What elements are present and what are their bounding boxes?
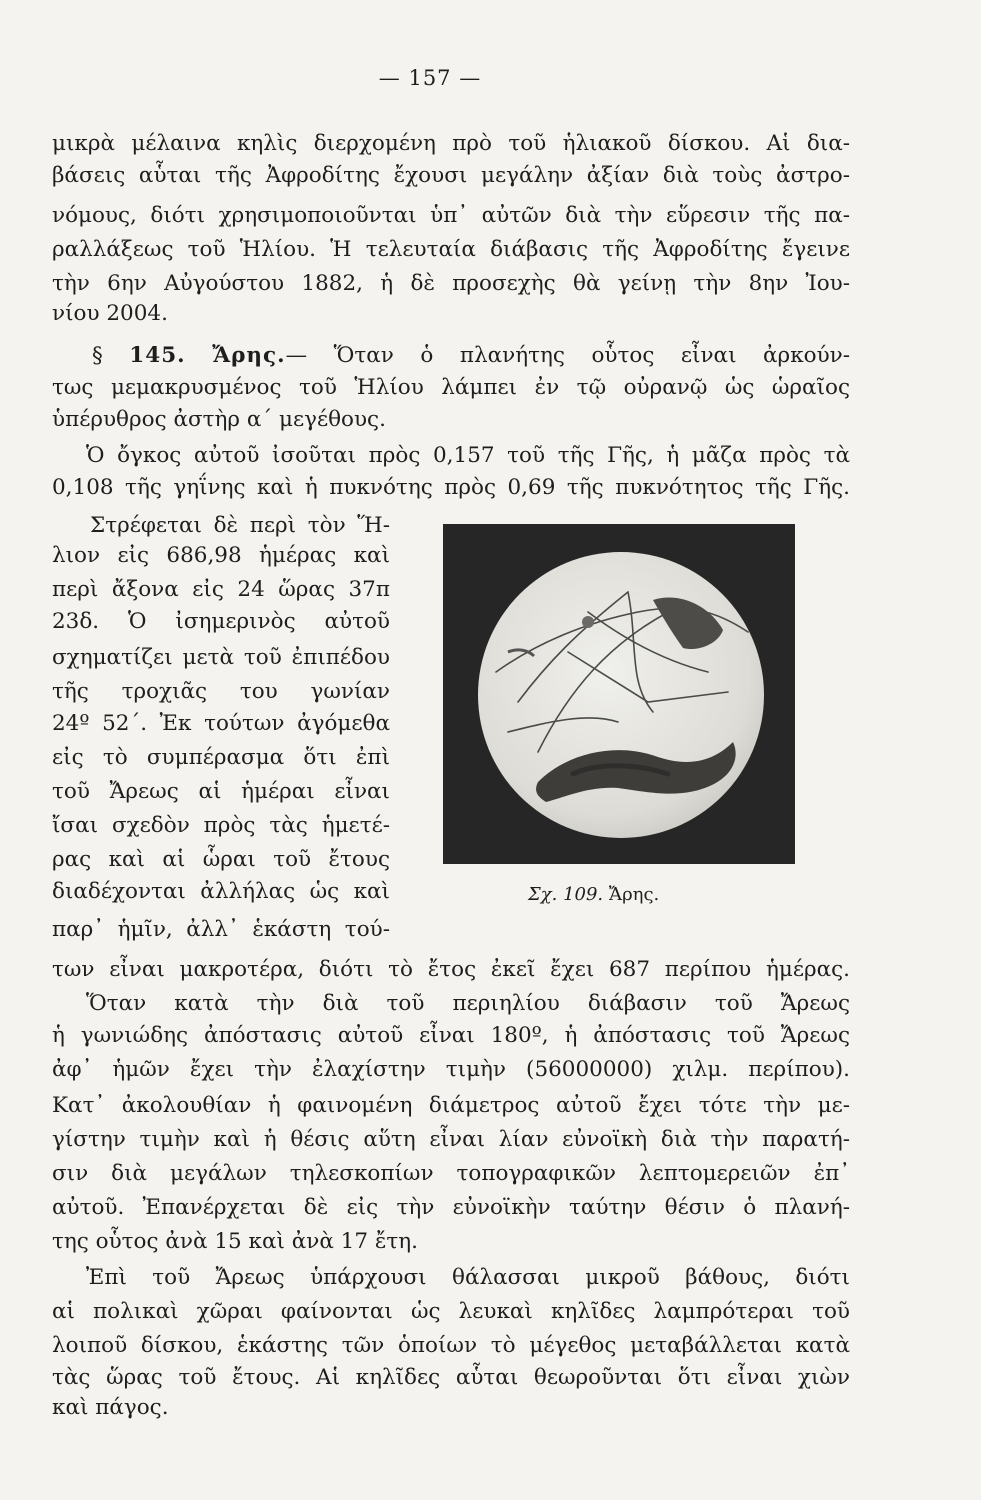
text-line: αὐτοῦ. Ἐπανέρχεται δὲ εἰς τὴν εὐνοϊκὴν ταύτην θέσιν ὁ πλανή-: [52, 1195, 850, 1220]
text-line: 0,108 τῆς γηΐνης καὶ ἡ πυκνότης πρὸς 0,69 τῆς πυκνότητος τῆς Γῆς.: [52, 475, 850, 500]
text-line: τὴν 6ην Αὐγούστου 1882, ἡ δὲ προσεχὴς θὰ γείνῃ τὴν 8ην Ἰου-: [52, 271, 850, 296]
text-line: σχηματίζει μετὰ τοῦ ἐπιπέδου: [52, 645, 390, 670]
figure-name: Ἄρης.: [608, 884, 660, 905]
text-line: τοῦ Ἄρεως αἱ ἡμέραι εἶναι: [52, 779, 390, 804]
section-mark: §: [92, 343, 103, 368]
text-line: αἱ πολικαὶ χῶραι φαίνονται ὡς λευκαὶ κηλῖδες λαμπρότεραι τοῦ: [52, 1299, 850, 1324]
text-line: Ἐπὶ τοῦ Ἄρεως ὑπάρχουσι θάλασσαι μικροῦ βάθους, διότι: [86, 1265, 850, 1290]
figure-caption: [528, 884, 659, 905]
text-line: τως μεμακρυσμένος τοῦ Ἡλίου λάμπει ἐν τῷ οὐρανῷ ὡς ὡραῖος: [52, 375, 850, 400]
text-line: καὶ πάγος.: [52, 1395, 169, 1420]
text-line: ἴσαι σχεδὸν πρὸς τὰς ἡμετέ-: [52, 813, 390, 838]
text-line: των εἶναι μακροτέρα, διότι τὸ ἔτος ἐκεῖ ἔχει 687 περίπου ἡμέρας.: [52, 957, 850, 982]
text-line: ρας καὶ αἱ ὧραι τοῦ ἔτους: [52, 847, 390, 872]
mars-surface-markings: [478, 552, 764, 838]
section-number: 145.: [129, 343, 186, 368]
text-line: διαδέχονται ἀλλήλας ὡς καὶ: [52, 879, 390, 904]
text-line: λοιποῦ δίσκου, ἑκάστης τῶν ὁποίων τὸ μέγεθος μεταβάλλεται κατὰ: [52, 1333, 850, 1358]
text-line: της οὗτος ἀνὰ 15 καὶ ἀνὰ 17 ἔτη.: [52, 1229, 419, 1254]
text-line: 24º 52´. Ἐκ τούτων ἀγόμεθα: [52, 711, 390, 736]
page-number: — 157 —: [378, 66, 482, 90]
text-line: ραλλάξεως τοῦ Ἡλίου. Ἡ τελευταία διάβασις τῆς Ἀφροδίτης ἔγεινε: [52, 237, 850, 262]
text-line: 23δ. Ὁ ἰσημερινὸς αὐτοῦ: [52, 609, 390, 634]
section-title: Ἄρης.: [212, 343, 286, 368]
text-line: παρ᾽ ἡμῖν, ἀλλ᾽ ἑκάστη τού-: [52, 917, 390, 942]
text-line: ἡ γωνιώδης ἀπόστασις αὐτοῦ εἶναι 180º, ἡ ἀπόστασις τοῦ Ἄρεως: [52, 1023, 850, 1048]
text-line: γίστην τιμὴν καὶ ἡ θέσις αὕτη εἶναι λίαν εὐνοϊκὴ διὰ τὴν παρατή-: [52, 1127, 850, 1152]
text-line: Ὁ ὄγκος αὐτοῦ ἰσοῦται πρὸς 0,157 τοῦ τῆς Γῆς, ἡ μᾶζα πρὸς τὰ: [86, 443, 850, 468]
mars-figure: [443, 524, 795, 864]
text-line: μικρὰ μέλαινα κηλὶς διερχομένη πρὸ τοῦ ἡλιακοῦ δίσκου. Αἱ δια-: [52, 131, 850, 156]
text-line: Ὅταν κατὰ τὴν διὰ τοῦ περιηλίου διάβασιν τοῦ Ἄρεως: [86, 991, 850, 1016]
figure-label: Σχ. 109.: [528, 884, 604, 905]
text-line: νόμους, διότι χρησιμοποιοῦνται ὑπ᾽ αὐτῶν διὰ τὴν εὕρεσιν τῆς πα-: [52, 203, 850, 228]
text-line: τῆς τροχιᾶς του γωνίαν: [52, 679, 390, 704]
section-first-line: — Ὅταν ὁ πλανήτης οὗτος εἶναι ἀρκούν-: [285, 343, 850, 368]
text-line: σιν διὰ μεγάλων τηλεσκοπίων τοπογραφικῶν λεπτομερειῶν ἐπ᾽: [52, 1161, 850, 1186]
text-line: τὰς ὥρας τοῦ ἔτους. Αἱ κηλῖδες αὗται θεωροῦνται ὅτι εἶναι χιὼν: [52, 1365, 850, 1390]
text-line: Κατ᾽ ἀκολουθίαν ἡ φαινομένη διάμετρος αὐτοῦ ἔχει τότε τὴν με-: [52, 1093, 850, 1118]
text-line: ὑπέρυθρος ἀστὴρ α´ μεγέθους.: [52, 407, 386, 432]
text-line: περὶ ἄξονα εἰς 24 ὥρας 37π: [52, 577, 390, 602]
text-line: εἰς τὸ συμπέρασμα ὅτι ἐπὶ: [52, 745, 390, 770]
section-heading-line: [92, 340, 850, 372]
text-line: νίου 2004.: [52, 301, 168, 326]
text-line: βάσεις αὗται τῆς Ἀφροδίτης ἔχουσι μεγάλην ἀξίαν διὰ τοὺς ἀστρο-: [52, 163, 850, 188]
text-line: ἀφ᾽ ἡμῶν ἔχει τὴν ἐλαχίστην τιμὴν (56000000) χιλμ. περίπου).: [52, 1057, 850, 1082]
mars-disc-image: [478, 552, 764, 838]
text-line: λιον εἰς 686,98 ἡμέρας καὶ: [52, 543, 390, 568]
text-line: Στρέφεται δὲ περὶ τὸν Ἥ-: [90, 513, 390, 538]
